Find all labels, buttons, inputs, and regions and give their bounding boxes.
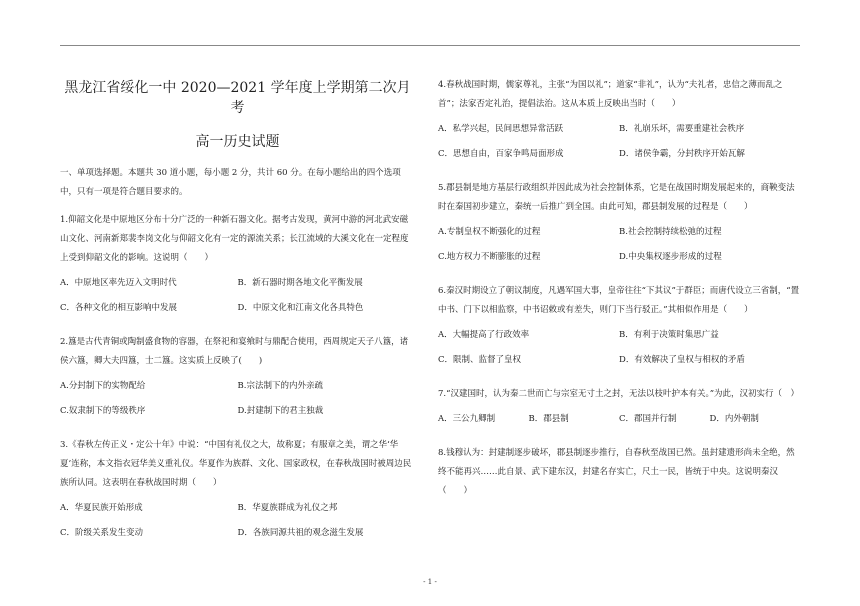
option-a: A.分封制下的实物配给 [60, 381, 146, 391]
option-c: C.奴隶制下的等级秩序 [60, 406, 146, 416]
option-d: D．诸侯争霸，分封秩序开始瓦解 [619, 149, 745, 159]
question-3 [60, 436, 415, 549]
option-c: C．阶级关系发生变动 [60, 528, 144, 538]
option-c: C．思想自由，百家争鸣局面形成 [438, 149, 564, 159]
option-d: D.封建制下的君主独裁 [237, 406, 324, 416]
left-column [60, 70, 415, 549]
page-subtitle: 高一历史试题 [195, 134, 280, 150]
option-b: B.宗法制下的内外亲疏 [237, 381, 323, 391]
option-a: A.专制皇权不断强化的过程 [438, 227, 541, 237]
option-d: D．有效解决了皇权与相权的矛盾 [619, 355, 745, 365]
right-column [438, 70, 800, 501]
option-b: B.社会控制持续松弛的过程 [619, 227, 722, 237]
option-c: C.地方权力不断膨胀的过程 [438, 252, 541, 262]
question-stem: 7.“汉建国时，认为秦二世而亡与宗室无寸土之封，无法以枝叶护本有关。”为此，汉初实行（ ） [438, 389, 800, 399]
option-b: B．华夏族群成为礼仪之邦 [237, 503, 338, 513]
option-c: C．各种文化的相互影响中发展 [60, 303, 178, 313]
option-d: D．内外朝制 [709, 414, 759, 424]
option-d: D．各族同源共祖的观念滋生发展 [237, 528, 364, 538]
option-b: B．新石器时期各地文化平衡发展 [237, 278, 363, 288]
question-8 [438, 444, 800, 501]
option-a: A．华夏民族开始形成 [60, 503, 143, 513]
option-a: A．三公九卿制 [438, 414, 496, 424]
question-1 [60, 211, 415, 324]
option-c: C．限制、监督了皇权 [438, 355, 522, 365]
question-2 [60, 333, 415, 427]
question-7 [438, 385, 800, 435]
question-stem: 6.秦汉时期设立了朝议制度，凡遇军国大事，皇帝往往“下其议”于群臣；而唐代设立三省制，“置中书、门下以相监察，中书诏敕或有差失，则门下当行驳正。”其相似作用是（ ） [438, 286, 800, 315]
question-stem: 5.郡县制是地方基层行政组织并因此成为社会控制体系，它是在战国时期发展起来的，商鞅变法时在秦国初步建立，秦统一后推广到全国。由此可知，郡县制发展的过程是（ ） [438, 183, 795, 212]
option-d: D.中央集权逐步形成的过程 [619, 252, 722, 262]
question-stem: 3.《春秋左传正义・定公十年》中说：“中国有礼仪之大，故称夏；有服章之美，谓之华‘华夏’连称，本文指衣冠华美义重礼仪。华夏作为族群、文化、国家政权，在春秋战国时被周边民族所认同。这表明在春秋战国时期（ ） [60, 440, 412, 488]
option-a: A．中原地区率先迈入文明时代 [60, 278, 177, 288]
page-number: - 1 - [423, 578, 437, 586]
option-a: A．私学兴起，民间思想异常活跃 [438, 124, 564, 134]
question-6 [438, 282, 800, 376]
top-rule [60, 45, 800, 46]
question-stem: 2.簋是古代青铜或陶制盛食物的容器，在祭祀和宴飨时与鼎配合使用，西周规定天子八簋，诸侯六簋，卿大夫四簋，士二簋。这实质上反映了( ) [60, 337, 409, 366]
option-b: B．郡县制 [528, 414, 569, 424]
option-c: C．郡国并行制 [619, 414, 677, 424]
instructions: 一、单项选择题。本题共 30 道小题，每小题 2 分，共计 60 分。在每小题给出的四个选项中，只有一项是符合题目要求的。 [60, 168, 401, 197]
question-stem: 1.仰韶文化是中原地区分布十分广泛的一种新石器文化。据考古发现，黄河中游的河北武安磁山文化、河南新郑裴李岗文化与仰韶文化有一定的源流关系；长江流域的大溪文化在一定程度上受到仰韶文化的影响。这说明（ ） [60, 215, 409, 263]
option-b: B．有利于决策时集思广益 [619, 330, 719, 340]
option-b: B．礼崩乐坏，需要重建社会秩序 [619, 124, 745, 134]
question-stem: 8.钱穆认为：封建制逐步破坏，郡县制逐步推行，自春秋至战国已然。虽封建遗形尚未全绝，然终不能再兴……此自景、武下建东汉，封建名存实亡，尺土一民，皆统于中央。这说明秦汉（ ） [438, 448, 795, 496]
question-4 [438, 76, 800, 170]
option-d: D．中原文化和江南文化各具特色 [237, 303, 364, 313]
question-5 [438, 179, 800, 273]
page-title: 黑龙江省绥化一中 2020—2021 学年度上学期第二次月考 [64, 80, 411, 116]
option-a: A．大幅提高了行政效率 [438, 330, 530, 340]
question-stem: 4.春秋战国时期，儒家尊礼，主张“为国以礼”；道家“非礼”，认为“夫礼者，忠信之薄而乱之首”；法家否定礼治，提倡法治。这从本质上反映出当时（ ） [438, 80, 783, 109]
